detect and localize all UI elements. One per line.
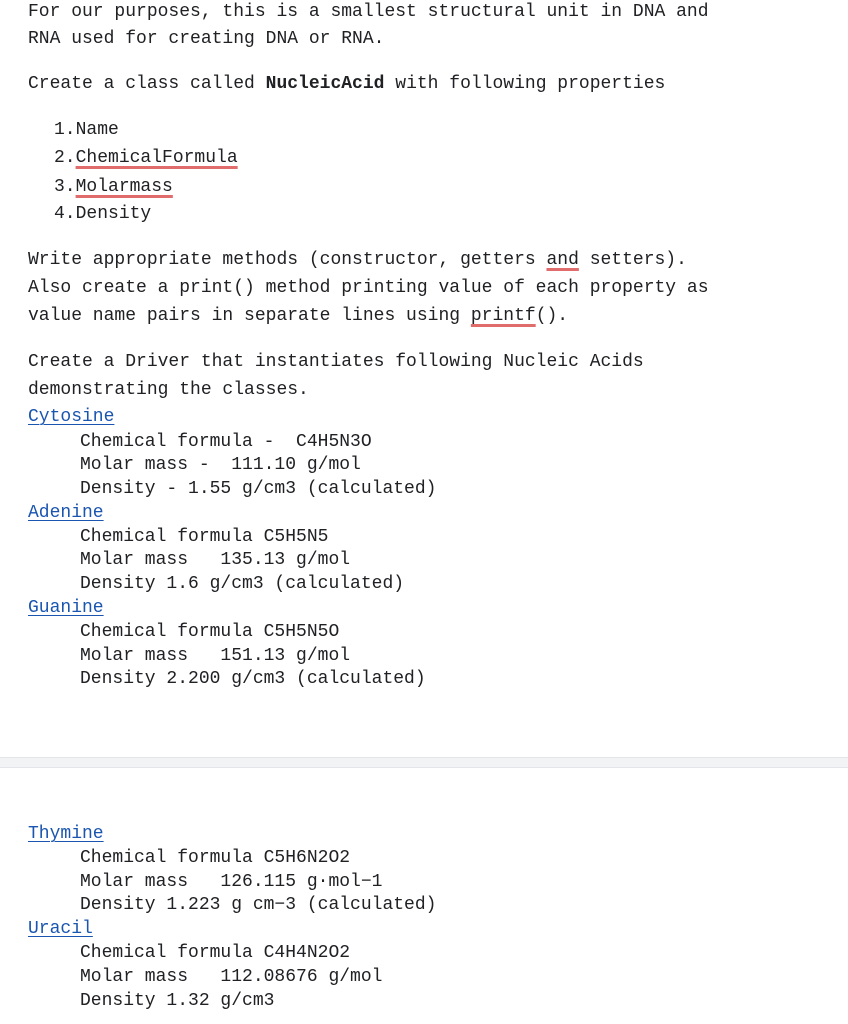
list-number: 1. [54, 120, 76, 140]
intro-line-1: For our purposes, this is a smallest structural unit in DNA and [28, 2, 709, 22]
guanine-molar-mass: Molar mass 151.13 g/mol [80, 646, 351, 666]
property-label: Molarmass [75, 177, 173, 197]
link-adenine[interactable]: Adenine [28, 503, 104, 523]
methods-text: setters). [578, 250, 687, 270]
property-item-name [54, 118, 119, 142]
create-class-line [28, 72, 665, 96]
adenine-density: Density 1.6 g/cm3 (calculated) [80, 574, 405, 594]
property-item-molarmass [54, 175, 173, 199]
cytosine-density: Density - 1.55 g/cm3 (calculated) [80, 479, 437, 499]
link-uracil[interactable]: Uracil [28, 919, 93, 939]
adenine-molar-mass: Molar mass 135.13 g/mol [80, 550, 351, 570]
create-class-prefix: Create a class called [28, 74, 266, 94]
methods-text: value name pairs in separate lines using [28, 306, 471, 326]
property-item-density [54, 202, 151, 226]
cytosine-formula: Chemical formula - C4H5N3O [80, 432, 372, 452]
thymine-formula: Chemical formula C5H6N2O2 [80, 848, 351, 868]
thymine-molar-mass: Molar mass 126.115 g·mol−1 [80, 872, 383, 892]
intro-line-2: RNA used for creating DNA or RNA. [28, 29, 385, 49]
link-cytosine[interactable]: Cytosine [28, 407, 115, 427]
adenine-formula: Chemical formula C5H5N5 [80, 527, 329, 547]
driver-line-1: Create a Driver that instantiates following Nucleic Acids [28, 352, 644, 372]
thymine-density: Density 1.223 g cm−3 (calculated) [80, 895, 437, 915]
link-guanine[interactable]: Guanine [28, 598, 104, 618]
methods-text: (). [535, 306, 569, 326]
property-label: Name [75, 120, 119, 140]
page-break-divider [0, 757, 848, 768]
driver-line-2: demonstrating the classes. [28, 380, 309, 400]
property-item-chemical-formula [54, 146, 238, 170]
methods-line-1 [28, 248, 687, 272]
spellcheck-printf: printf [470, 306, 536, 326]
spellcheck-and: and [546, 250, 579, 270]
methods-text: Write appropriate methods (constructor, getters [28, 250, 547, 270]
uracil-molar-mass: Molar mass 112.08676 g/mol [80, 967, 383, 987]
uracil-formula: Chemical formula C4H4N2O2 [80, 943, 351, 963]
property-label: Density [75, 204, 152, 224]
methods-line-2: Also create a print() method printing value of each property as [28, 278, 709, 298]
cytosine-molar-mass: Molar mass - 111.10 g/mol [80, 455, 361, 475]
methods-line-3 [28, 304, 568, 328]
list-number: 3. [54, 177, 76, 197]
uracil-density: Density 1.32 g/cm3 [80, 991, 275, 1011]
list-number: 2. [54, 148, 76, 168]
property-label: ChemicalFormula [75, 148, 238, 168]
guanine-formula: Chemical formula C5H5N5O [80, 622, 340, 642]
guanine-density: Density 2.200 g/cm3 (calculated) [80, 669, 426, 689]
class-name: NucleicAcid [265, 74, 385, 94]
link-thymine[interactable]: Thymine [28, 824, 104, 844]
list-number: 4. [54, 204, 76, 224]
create-class-suffix: with following properties [384, 74, 666, 94]
